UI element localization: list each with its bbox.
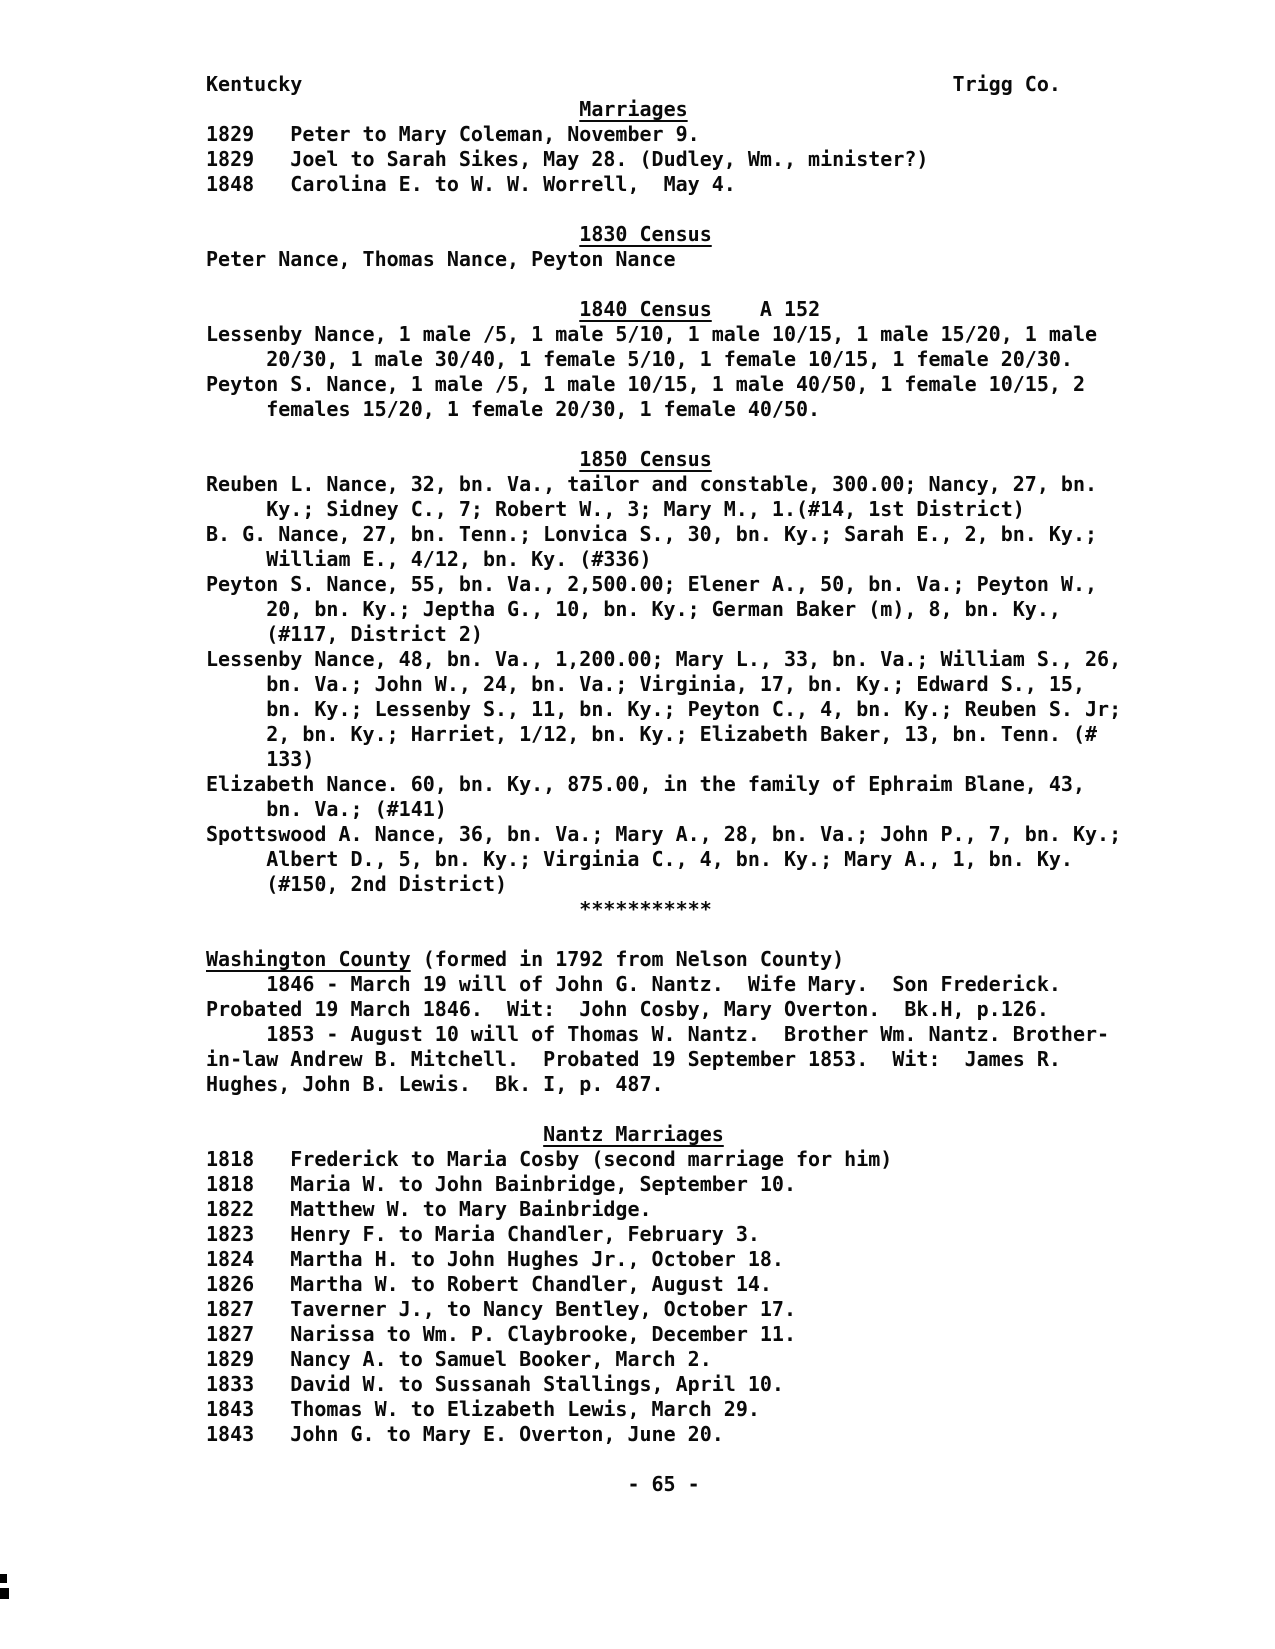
entry-text: (#150, 2nd District) <box>206 872 508 896</box>
entry-text: 1853 - August 10 will of Thomas W. Nantz. Brother Wm. Nantz. Brother- <box>206 1022 1110 1046</box>
entry-text: Joel to Sarah Sikes, May 28. (Dudley, Wm., minister?) <box>254 147 929 171</box>
census-entry-line <box>206 722 1121 747</box>
section-heading <box>206 222 1121 247</box>
census-entry-line <box>206 772 1121 797</box>
heading-text: 1840 Census <box>579 297 712 321</box>
entry-text: Hughes, John B. Lewis. Bk. I, p. 487. <box>206 1072 664 1096</box>
year: 1826 <box>206 1272 255 1296</box>
scan-artifact <box>0 1588 9 1599</box>
entry-text: 133) <box>206 747 315 771</box>
entry-text: Albert D., 5, bn. Ky.; Virginia C., 4, bn. Ky.; Mary A., 1, bn. Ky. <box>206 847 1073 871</box>
spacer <box>206 447 579 471</box>
census-entry-line <box>206 522 1121 547</box>
census-entry-line <box>206 872 1121 897</box>
year: 1818 <box>206 1172 255 1196</box>
state-label: Kentucky <box>206 72 303 96</box>
entry-text: Maria W. to John Bainbridge, September 10. <box>254 1172 797 1196</box>
marriage-entry <box>206 147 1121 172</box>
page-header <box>206 72 1121 97</box>
census-line <box>206 247 1121 272</box>
entry-text: Martha H. to John Hughes Jr., October 18. <box>254 1247 784 1271</box>
entry-text: bn. Va.; (#141) <box>206 797 447 821</box>
heading-text: Marriages <box>579 97 688 121</box>
marriage-entry <box>206 1247 1121 1272</box>
entry-text: in-law Andrew B. Mitchell. Probated 19 September 1853. Wit: James R. <box>206 1047 1061 1071</box>
spacer <box>206 222 579 246</box>
year: 1843 <box>206 1397 255 1421</box>
entry-text: Taverner J., to Nancy Bentley, October 17. <box>254 1297 797 1321</box>
heading-text: 1830 Census <box>579 222 712 246</box>
blank-line <box>206 1097 1121 1122</box>
page-number-text: - 65 - <box>627 1472 700 1496</box>
entry-text: (#117, District 2) <box>206 622 483 646</box>
blank-line <box>206 272 1121 297</box>
census-entry-line <box>206 697 1121 722</box>
document-text <box>206 72 1121 1497</box>
census-entry-line <box>206 372 1121 397</box>
entry-text: Spottswood A. Nance, 36, bn. Va.; Mary A., 28, bn. Va.; John P., 7, bn. Ky.; <box>206 822 1122 846</box>
spacer <box>206 97 579 121</box>
entry-text: Lessenby Nance, 48, bn. Va., 1,200.00; Mary L., 33, bn. Va.; William S., 26, <box>206 647 1122 671</box>
census-entry-line <box>206 822 1121 847</box>
marriage-entry <box>206 1222 1121 1247</box>
census-entry-line <box>206 797 1121 822</box>
asterisk-separator: *********** <box>579 897 712 921</box>
section-heading <box>206 297 1121 322</box>
census-entry-line <box>206 847 1121 872</box>
entry-text: Peter Nance, Thomas Nance, Peyton Nance <box>206 247 676 271</box>
census-entry-line <box>206 622 1121 647</box>
marriage-entry <box>206 172 1121 197</box>
blank-line <box>206 422 1121 447</box>
spacer <box>206 297 579 321</box>
marriage-entry <box>206 1297 1121 1322</box>
entry-text: Matthew W. to Mary Bainbridge. <box>254 1197 652 1221</box>
year: 1827 <box>206 1297 255 1321</box>
spacer <box>206 1472 627 1496</box>
year: 1829 <box>206 147 255 171</box>
census-entry-line <box>206 497 1121 522</box>
marriage-entry <box>206 1172 1121 1197</box>
spacer <box>206 1122 543 1146</box>
blank-line <box>206 197 1121 222</box>
entry-text: Henry F. to Maria Chandler, February 3. <box>254 1222 760 1246</box>
year: 1829 <box>206 122 255 146</box>
census-entry-line <box>206 472 1121 497</box>
year: 1818 <box>206 1147 255 1171</box>
county-heading-line <box>206 947 1121 972</box>
entry-text: Peyton S. Nance, 55, bn. Va., 2,500.00; Elener A., 50, bn. Va.; Peyton W., <box>206 572 1098 596</box>
entry-text: 20, bn. Ky.; Jeptha G., 10, bn. Ky.; German Baker (m), 8, bn. Ky., <box>206 597 1061 621</box>
year: 1827 <box>206 1322 255 1346</box>
spacer <box>302 72 952 96</box>
entry-text: Martha W. to Robert Chandler, August 14. <box>254 1272 772 1296</box>
will-paragraph-line <box>206 1022 1121 1047</box>
entry-text: bn. Va.; John W., 24, bn. Va.; Virginia, 17, bn. Ky.; Edward S., 15, <box>206 672 1085 696</box>
marriage-entry <box>206 1347 1121 1372</box>
entry-text: John G. to Mary E. Overton, June 20. <box>254 1422 724 1446</box>
entry-text: William E., 4/12, bn. Ky. (#336) <box>206 547 652 571</box>
entry-text: Narissa to Wm. P. Claybrooke, December 11. <box>254 1322 797 1346</box>
census-entry-line <box>206 547 1121 572</box>
entry-text: Reuben L. Nance, 32, bn. Va., tailor and constable, 300.00; Nancy, 27, bn. <box>206 472 1098 496</box>
blank-line <box>206 922 1121 947</box>
entry-text: Nancy A. to Samuel Booker, March 2. <box>254 1347 712 1371</box>
census-entry-line <box>206 672 1121 697</box>
entry-text: 1846 - March 19 will of John G. Nantz. Wife Mary. Son Frederick. <box>206 972 1061 996</box>
section-heading <box>206 447 1121 472</box>
census-entry-line <box>206 322 1121 347</box>
census-entry-line <box>206 597 1121 622</box>
entry-text: bn. Ky.; Lessenby S., 11, bn. Ky.; Peyton C., 4, bn. Ky.; Reuben S. Jr; <box>206 697 1122 721</box>
separator-line <box>206 897 1121 922</box>
entry-text: B. G. Nance, 27, bn. Tenn.; Lonvica S., 30, bn. Ky.; Sarah E., 2, bn. Ky.; <box>206 522 1098 546</box>
year: 1823 <box>206 1222 255 1246</box>
marriage-entry <box>206 1197 1121 1222</box>
year: 1848 <box>206 172 255 196</box>
marriage-entry <box>206 1397 1121 1422</box>
year: 1822 <box>206 1197 255 1221</box>
entry-text: Thomas W. to Elizabeth Lewis, March 29. <box>254 1397 760 1421</box>
marriage-entry <box>206 1422 1121 1447</box>
entry-text: 2, bn. Ky.; Harriet, 1/12, bn. Ky.; Elizabeth Baker, 13, bn. Tenn. (# <box>206 722 1098 746</box>
marriage-entry <box>206 1372 1121 1397</box>
entry-text: Carolina E. to W. W. Worrell, May 4. <box>254 172 736 196</box>
entry-text: Peyton S. Nance, 1 male /5, 1 male 10/15, 1 male 40/50, 1 female 10/15, 2 <box>206 372 1085 396</box>
county-label: Trigg Co. <box>952 72 1061 96</box>
entry-text: Peter to Mary Coleman, November 9. <box>254 122 700 146</box>
heading-text: Nantz Marriages <box>543 1122 724 1146</box>
heading-note: A 152 <box>711 297 821 321</box>
marriage-entry <box>206 1322 1121 1347</box>
marriage-entry <box>206 1147 1121 1172</box>
marriage-entry <box>206 122 1121 147</box>
year: 1829 <box>206 1347 255 1371</box>
census-entry-line <box>206 747 1121 772</box>
year: 1824 <box>206 1247 255 1271</box>
entry-text: Elizabeth Nance. 60, bn. Ky., 875.00, in the family of Ephraim Blane, 43, <box>206 772 1085 796</box>
census-entry-line <box>206 397 1121 422</box>
heading-text: 1850 Census <box>579 447 712 471</box>
entry-text: David W. to Sussanah Stallings, April 10. <box>254 1372 784 1396</box>
section-heading <box>206 97 1121 122</box>
census-entry-line <box>206 647 1121 672</box>
entry-text: Frederick to Maria Cosby (second marriage for him) <box>254 1147 893 1171</box>
marriage-entry <box>206 1272 1121 1297</box>
heading-text: Washington County <box>206 947 411 971</box>
entry-text: 20/30, 1 male 30/40, 1 female 5/10, 1 female 10/15, 1 female 20/30. <box>206 347 1073 371</box>
entry-text: Probated 19 March 1846. Wit: John Cosby, Mary Overton. Bk.H, p.126. <box>206 997 1049 1021</box>
census-entry-line <box>206 347 1121 372</box>
heading-note: (formed in 1792 from Nelson County) <box>410 947 845 971</box>
spacer <box>206 897 579 921</box>
blank-line <box>206 1447 1121 1472</box>
will-paragraph-line <box>206 1047 1121 1072</box>
will-paragraph-line <box>206 972 1121 997</box>
will-paragraph-line <box>206 997 1121 1022</box>
page-number <box>206 1472 1121 1497</box>
year: 1843 <box>206 1422 255 1446</box>
section-heading <box>206 1122 1121 1147</box>
entry-text: Lessenby Nance, 1 male /5, 1 male 5/10, 1 male 10/15, 1 male 15/20, 1 male <box>206 322 1098 346</box>
entry-text: females 15/20, 1 female 20/30, 1 female 40/50. <box>206 397 821 421</box>
entry-text: Ky.; Sidney C., 7; Robert W., 3; Mary M., 1.(#14, 1st District) <box>206 497 1025 521</box>
scan-artifact <box>0 1574 7 1583</box>
year: 1833 <box>206 1372 255 1396</box>
census-entry-line <box>206 572 1121 597</box>
will-paragraph-line <box>206 1072 1121 1097</box>
